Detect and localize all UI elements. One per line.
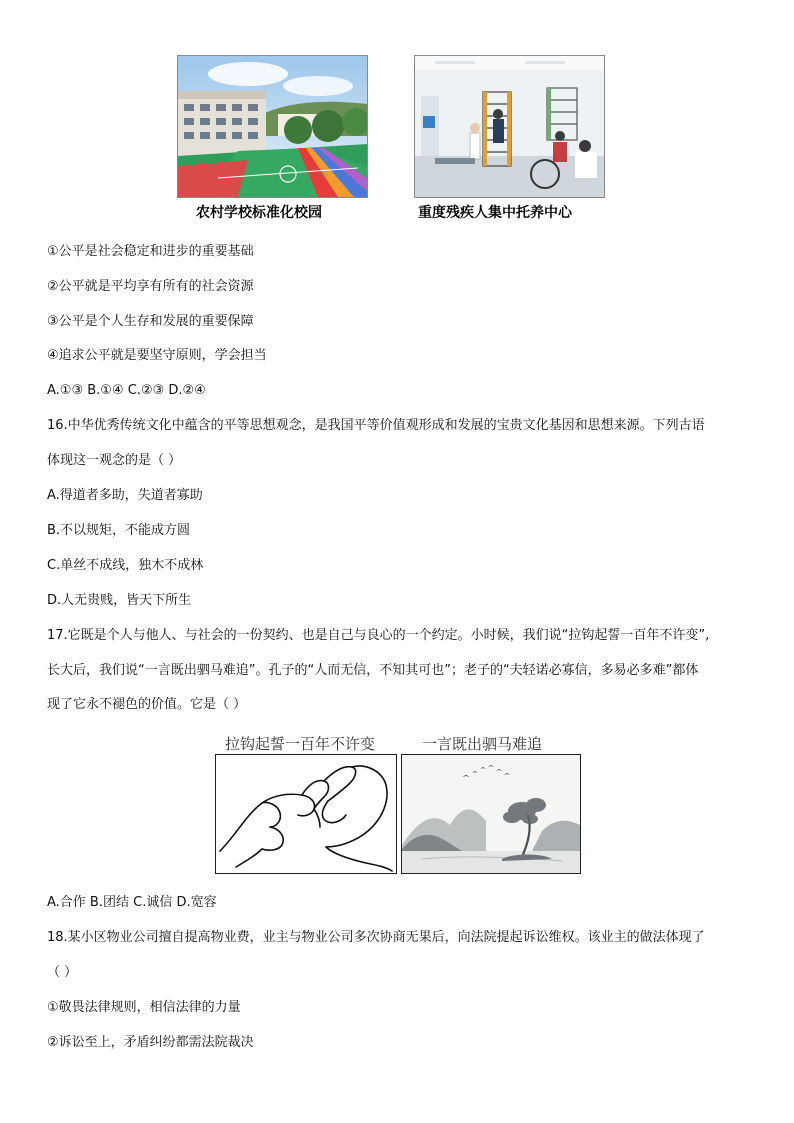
pinky-promise-illustration [215, 754, 397, 874]
q18-stem-line-1: 18.某小区物业公司擅自提高物业费，业主与物业公司多次协商无果后，向法院提起诉讼维权。该业主的做法体现了 [47, 930, 705, 945]
care-center-photo [414, 55, 605, 198]
campus-illustration [178, 56, 367, 197]
rural-school-campus-photo [177, 55, 368, 198]
q15-option-1: ①公平是社会稳定和进步的重要基础 [47, 244, 254, 259]
ink-painting-icon [402, 755, 580, 873]
q15-option-3: ③公平是个人生存和发展的重要保障 [47, 314, 254, 329]
care-center-illustration [415, 56, 604, 197]
q15-option-4: ④追求公平就是要坚守原则，学会担当 [47, 348, 267, 363]
right-photo-caption: 重度残疾人集中托养中心 [418, 205, 572, 221]
pinky-promise-title: 拉钩起誓一百年不许变 [225, 735, 376, 753]
q16-stem-line-2: 体现这一观念的是（ ） [47, 453, 182, 468]
q17-stem-line-3: 现了它永不褪色的价值。它是（ ） [47, 697, 247, 712]
q17-stem-line-2: 长大后，我们说“一言既出驷马难追”。孔子的“人而无信，不知其可也”；老子的“夫轻诺必寡信，多易必多难”都体 [47, 663, 699, 678]
q17-choices: A.合作 B.团结 C.诚信 D.宽容 [47, 895, 217, 910]
q18-stem-line-2: （ ） [47, 965, 78, 980]
q15-option-2: ②公平就是平均享有所有的社会资源 [47, 279, 254, 294]
q17-stem-line-1: 17.它既是个人与他人、与社会的一份契约、也是自己与良心的一个约定。小时候，我们说“拉钩起誓一百年不许变”, [47, 628, 710, 643]
q16-choice-b: B.不以规矩，不能成方圆 [47, 523, 191, 538]
word-given-title: 一言既出驷马难追 [422, 735, 543, 753]
ink-landscape-illustration [401, 754, 581, 874]
q16-choice-a: A.得道者多助，失道者寡助 [47, 488, 203, 503]
pinky-promise-hands-icon [216, 755, 396, 873]
q16-stem-line-1: 16.中华优秀传统文化中蕴含的平等思想观念，是我国平等价值观形成和发展的宝贵文化基因和思想来源。下列古语 [47, 418, 705, 433]
left-photo-caption: 农村学校标准化校园 [196, 205, 322, 221]
q16-choice-d: D.人无贵贱，皆天下所生 [47, 593, 192, 608]
q16-choice-c: C.单丝不成线，独木不成林 [47, 558, 204, 573]
q18-option-1: ①敬畏法律规则，相信法律的力量 [47, 1000, 241, 1015]
q18-option-2: ②诉讼至上，矛盾纠纷都需法院裁决 [47, 1035, 254, 1050]
q15-choices: A.①③ B.①④ C.②③ D.②④ [47, 383, 206, 398]
